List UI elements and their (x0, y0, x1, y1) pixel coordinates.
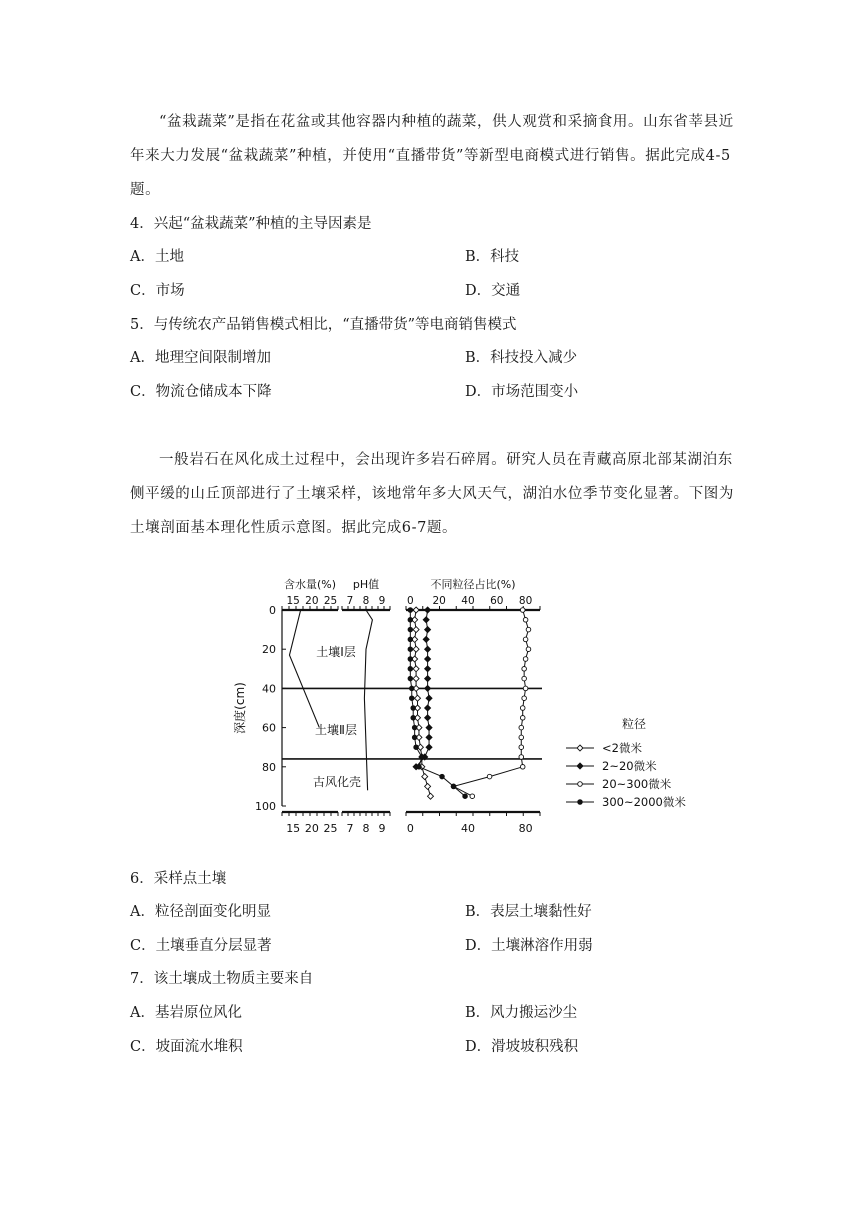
intro-paragraph-2: 一般岩石在风化成土过程中，会出现许多岩石碎屑。研究人员在青藏高原北部某湖泊东侧平缓的山丘顶部进行了土壤采样，该地常年多大风天气，湖泊水位季节变化显著。下图为土壤剖面基本理化性质示意图。据此完成6-7题。 (130, 452, 734, 536)
series-point (425, 627, 431, 633)
top-tick-label: 20 (305, 595, 319, 607)
ph-line (364, 610, 372, 790)
series-point (417, 765, 422, 770)
y-tick-label: 0 (269, 604, 276, 617)
series-point (519, 725, 524, 730)
series-point (423, 617, 429, 623)
series-point (408, 647, 413, 652)
series-point (426, 695, 432, 701)
series-point (426, 725, 432, 731)
y-tick-label: 20 (262, 643, 276, 657)
panel-title: 含水量(%) (283, 578, 337, 591)
series-point (413, 646, 419, 652)
q6-option-b: B．表层土壤黏性好 (465, 904, 592, 920)
legend-label: 2~20微米 (602, 759, 657, 773)
q5-option-a: A．地理空间限制增加 (130, 350, 271, 366)
series-point (425, 705, 431, 711)
top-tick-label: 40 (461, 595, 475, 607)
layer-label: 古风化壳 (312, 775, 362, 789)
series-point (425, 607, 431, 613)
panel-title: 不同粒径占比(%) (430, 578, 516, 591)
top-tick-label: 25 (323, 595, 338, 607)
q4-option-b: B．科技 (465, 249, 520, 265)
top-tick-label: 7 (346, 595, 354, 607)
bottom-tick-label: 25 (323, 822, 338, 832)
series-point (523, 657, 528, 662)
series-point (408, 657, 413, 662)
question-7-stem: 7．该土壤成土物质主要来自 (130, 971, 314, 987)
top-tick-label: 15 (286, 595, 300, 607)
bottom-tick-label: 80 (518, 822, 533, 832)
series-point (413, 666, 419, 672)
bottom-tick-label: 9 (378, 822, 386, 832)
series-point (519, 745, 524, 750)
series-point (522, 696, 527, 701)
series-point (470, 794, 475, 799)
series-point (520, 608, 525, 613)
bottom-tick-label: 0 (406, 822, 414, 832)
series-point (440, 774, 445, 779)
series-point (413, 627, 419, 633)
top-tick-label: 8 (362, 595, 370, 607)
legend-marker (577, 745, 583, 751)
series-line (454, 610, 529, 796)
q7-option-a: A．基岩原位风化 (130, 1005, 242, 1021)
layer-label: 土壤Ⅰ层 (316, 645, 356, 659)
q4-option-a: A．土地 (130, 249, 184, 265)
series-point (420, 755, 425, 760)
soil-profile-chart (230, 572, 700, 832)
y-tick-label: 80 (262, 760, 276, 774)
layer-label: 土壤Ⅱ层 (315, 723, 357, 737)
series-point (425, 646, 431, 652)
legend-marker (578, 782, 583, 787)
series-point (519, 755, 524, 760)
series-point (487, 774, 492, 779)
q4-option-d: D．交通 (465, 283, 521, 299)
legend-title: 粒径 (622, 717, 647, 731)
series-point (522, 667, 527, 672)
series-point (427, 793, 433, 799)
series-point (408, 676, 413, 681)
series-point (412, 725, 417, 730)
y-tick-label: 100 (255, 800, 276, 813)
top-tick-label: 60 (490, 595, 504, 607)
q5-option-c: C．物流仓储成本下降 (130, 384, 272, 400)
series-point (415, 695, 421, 701)
series-point (425, 685, 431, 691)
question-5-stem: 5．与传统农产品销售模式相比，“直播带货”等电商销售模式 (130, 317, 517, 333)
top-tick-label: 20 (432, 595, 446, 607)
legend-label: 20~300微米 (602, 777, 672, 791)
q6-option-c: C．土壤垂直分层显著 (130, 938, 272, 954)
q7-option-d: D．滑坡坡积残积 (465, 1039, 579, 1055)
series-point (423, 636, 429, 642)
series-point (523, 686, 528, 691)
q6-option-d: D．土壤淋溶作用弱 (465, 938, 593, 954)
series-point (425, 783, 431, 789)
series-point (408, 608, 413, 613)
q4-option-c: C．市场 (130, 283, 185, 299)
series-point (522, 676, 527, 681)
series-point (412, 735, 417, 740)
q5-option-b: B．科技投入减少 (465, 350, 578, 366)
bottom-tick-label: 40 (460, 822, 475, 832)
series-point (409, 686, 414, 691)
series-point (451, 784, 456, 789)
series-point (413, 607, 419, 613)
series-point (520, 706, 525, 711)
series-point (520, 765, 525, 770)
series-point (425, 715, 431, 721)
water-content-line (289, 610, 319, 728)
legend-marker (577, 763, 583, 769)
series-point (463, 794, 468, 799)
series-point (425, 676, 431, 682)
top-tick-label: 80 (518, 595, 533, 607)
y-tick-label: 40 (262, 682, 276, 696)
series-point (408, 618, 413, 623)
y-tick-label: 60 (262, 721, 276, 735)
series-point (426, 734, 432, 740)
q7-option-c: C．坡面流水堆积 (130, 1039, 243, 1055)
series-point (411, 706, 416, 711)
series-point (413, 676, 419, 682)
series-point (526, 627, 531, 632)
bottom-tick-label: 15 (286, 822, 301, 832)
series-point (411, 716, 416, 721)
series-point (523, 618, 528, 623)
series-point (526, 647, 531, 652)
series-point (425, 656, 431, 662)
top-tick-label: 0 (406, 595, 414, 607)
series-point (408, 667, 413, 672)
bottom-tick-label: 20 (304, 822, 319, 832)
top-tick-label: 9 (378, 595, 386, 607)
q6-option-a: A．粒径剖面变化明显 (130, 904, 271, 920)
panel-title: pH值 (352, 578, 380, 591)
bottom-tick-label: 8 (362, 822, 370, 832)
series-point (520, 716, 525, 721)
series-point (523, 637, 528, 642)
legend-marker (578, 800, 583, 805)
question-4-stem: 4．兴起“盆栽蔬菜”种植的主导因素是 (130, 216, 372, 232)
series-point (408, 637, 413, 642)
series-point (519, 735, 524, 740)
q7-option-b: B．风力搬运沙尘 (465, 1005, 578, 1021)
intro-paragraph-1: “盆栽蔬菜”是指在花盆或其他容器内种植的蔬菜，供人观赏和采摘食用。山东省莘县近年来大力发展“盆栽蔬菜”种植，并使用“直播带货”等新型电商模式进行销售。据此完成4-5题。 (130, 114, 734, 198)
series-point (422, 774, 428, 780)
question-6-stem: 6．采样点土壤 (130, 871, 227, 887)
y-axis-label: 深度(cm) (233, 682, 247, 734)
bottom-tick-label: 7 (346, 822, 354, 832)
series-point (425, 666, 431, 672)
series-point (408, 627, 413, 632)
series-point (426, 744, 432, 750)
q5-option-d: D．市场范围变小 (465, 384, 579, 400)
series-point (409, 696, 414, 701)
series-point (414, 745, 419, 750)
legend-label: 300~2000微米 (602, 795, 686, 809)
legend-label: <2微米 (602, 741, 642, 755)
